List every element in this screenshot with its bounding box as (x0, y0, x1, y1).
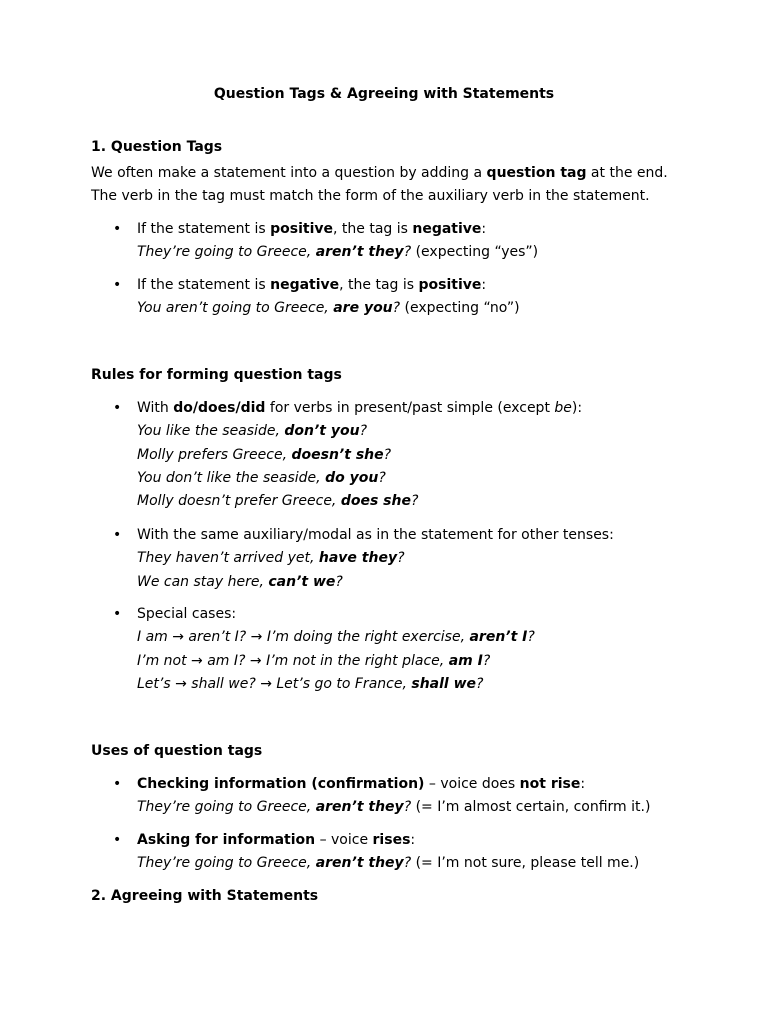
example-sentence (137, 490, 582, 513)
example-tag: does she (340, 493, 411, 510)
bullet-icon: • (113, 221, 122, 237)
list-item-asking-information (113, 829, 640, 876)
example-sentence (137, 852, 639, 875)
example-text: They’re going to Greece, (137, 799, 316, 816)
emphasis: positive (418, 277, 482, 293)
example-tag: are you (333, 300, 393, 317)
example-text: They haven’t arrived yet, (137, 550, 319, 567)
example-text: You don’t like the seaside, (137, 469, 326, 486)
example-sentence (137, 241, 538, 264)
example-tag: don’t you (284, 423, 360, 440)
emphasis: not rise (519, 776, 581, 792)
example-note: (= I’m not sure, please tell me.) (411, 855, 640, 872)
example-text: ? (527, 629, 535, 646)
list-item-checking-information (113, 773, 651, 820)
text-run: : (481, 221, 487, 237)
example-text: ? (335, 573, 343, 590)
section-heading-uses: Uses of question tags (91, 743, 263, 759)
bullet-text: Special cases: (137, 606, 237, 622)
example-tag: doesn’t she (291, 446, 384, 463)
example-tag: do you (325, 469, 379, 486)
emphasis: negative (412, 221, 482, 237)
intro-emphasis: question tag (486, 165, 587, 181)
bullet-icon: • (113, 776, 122, 792)
example-text: They’re going to Greece, (137, 855, 316, 872)
example-sentence (137, 673, 535, 696)
text-run: : (481, 277, 487, 293)
example-text: ? (403, 855, 412, 872)
bullet-icon: • (113, 400, 122, 416)
list-item-do-does-did (113, 397, 583, 513)
text-run: If the statement is (137, 277, 271, 293)
list-item-positive-statement (113, 218, 539, 265)
example-sentence (137, 467, 582, 490)
example-sentence (137, 626, 535, 649)
bullet-icon: • (113, 277, 122, 293)
example-text: ? (378, 469, 386, 486)
bullet-icon: • (113, 606, 122, 622)
bullet-icon: • (113, 527, 122, 543)
text-run: for verbs in present/past simple (except (265, 400, 555, 416)
emphasis: Asking for information (137, 832, 316, 848)
example-text: ? (359, 423, 367, 440)
list-item-negative-statement (113, 274, 520, 321)
text-run: : (580, 776, 586, 792)
intro-text: at the end. (586, 165, 668, 181)
example-tag: aren’t they (315, 855, 404, 872)
example-text: ? (383, 446, 392, 463)
bullet-text (137, 829, 639, 852)
example-sentence (137, 444, 582, 467)
example-text: You aren’t going to Greece, (137, 300, 334, 317)
list-item-same-auxiliary (113, 524, 614, 594)
example-tag: am I (448, 652, 483, 669)
text-run: With (137, 400, 174, 416)
example-tag: have they (318, 550, 398, 567)
example-text: ? (392, 300, 401, 317)
example-text: Let’s → shall we? → Let’s go to France, (137, 675, 412, 692)
section-heading-agreeing: 2. Agreeing with Statements (91, 888, 319, 904)
example-note: (expecting “no”) (400, 300, 520, 317)
example-sentence (137, 571, 614, 594)
example-text: I am → aren’t I? → I’m doing the right exercise, (137, 629, 470, 646)
emphasis: Checking information (confirmation) (137, 776, 425, 792)
text-run: – voice (315, 832, 373, 848)
text-run: If the statement is (137, 221, 271, 237)
example-text: ? (403, 244, 412, 261)
example-tag: aren’t they (315, 799, 404, 816)
example-sentence (137, 297, 520, 320)
italic-term: be (554, 400, 572, 416)
section-heading-question-tags: 1. Question Tags (91, 139, 223, 155)
text-run: ): (571, 400, 583, 416)
bullet-text: With the same auxiliary/modal as in the statement for other tenses: (137, 527, 614, 543)
document-title: Question Tags & Agreeing with Statements (213, 86, 555, 102)
bullet-text (137, 397, 582, 420)
example-sentence (137, 420, 582, 443)
example-text: Molly prefers Greece, (137, 446, 292, 463)
example-text: ? (476, 675, 484, 692)
emphasis: positive (270, 221, 333, 237)
emphasis: negative (270, 277, 340, 293)
example-note: (expecting “yes”) (411, 244, 539, 261)
example-text: I’m not → am I? → I’m not in the right place, (137, 652, 449, 669)
example-text: They’re going to Greece, (137, 244, 316, 261)
intro-line-1 (91, 162, 668, 185)
example-text: ? (482, 652, 491, 669)
example-tag: aren’t I (469, 629, 528, 646)
example-note: (= I’m almost certain, confirm it.) (411, 799, 651, 816)
example-tag: shall we (411, 675, 477, 692)
example-text: We can stay here, (137, 573, 269, 590)
intro-line-2: The verb in the tag must match the form of the auxiliary verb in the statement. (91, 188, 650, 204)
example-text: You like the seaside, (137, 423, 285, 440)
example-text: ? (397, 550, 405, 567)
intro-paragraph (91, 162, 668, 208)
example-text: Molly doesn’t prefer Greece, (137, 493, 341, 510)
example-text: ? (403, 799, 412, 816)
example-sentence (137, 650, 535, 673)
text-run: – voice does (424, 776, 520, 792)
emphasis: rises (372, 832, 411, 848)
bullet-text (137, 773, 650, 796)
section-heading-rules: Rules for forming question tags (91, 367, 342, 383)
text-run: , the tag is (339, 277, 419, 293)
example-sentence (137, 796, 650, 819)
example-tag: can’t we (268, 573, 336, 590)
example-tag: aren’t they (315, 244, 404, 261)
example-sentence (137, 547, 614, 570)
emphasis: do/does/did (173, 400, 266, 416)
list-item-special-cases (113, 603, 535, 696)
bullet-icon: • (113, 832, 122, 848)
example-text: ? (410, 493, 419, 510)
bullet-text (137, 218, 538, 241)
text-run: : (410, 832, 416, 848)
bullet-text (137, 274, 520, 297)
text-run: , the tag is (333, 221, 413, 237)
intro-text: We often make a statement into a question by adding a (91, 165, 487, 181)
